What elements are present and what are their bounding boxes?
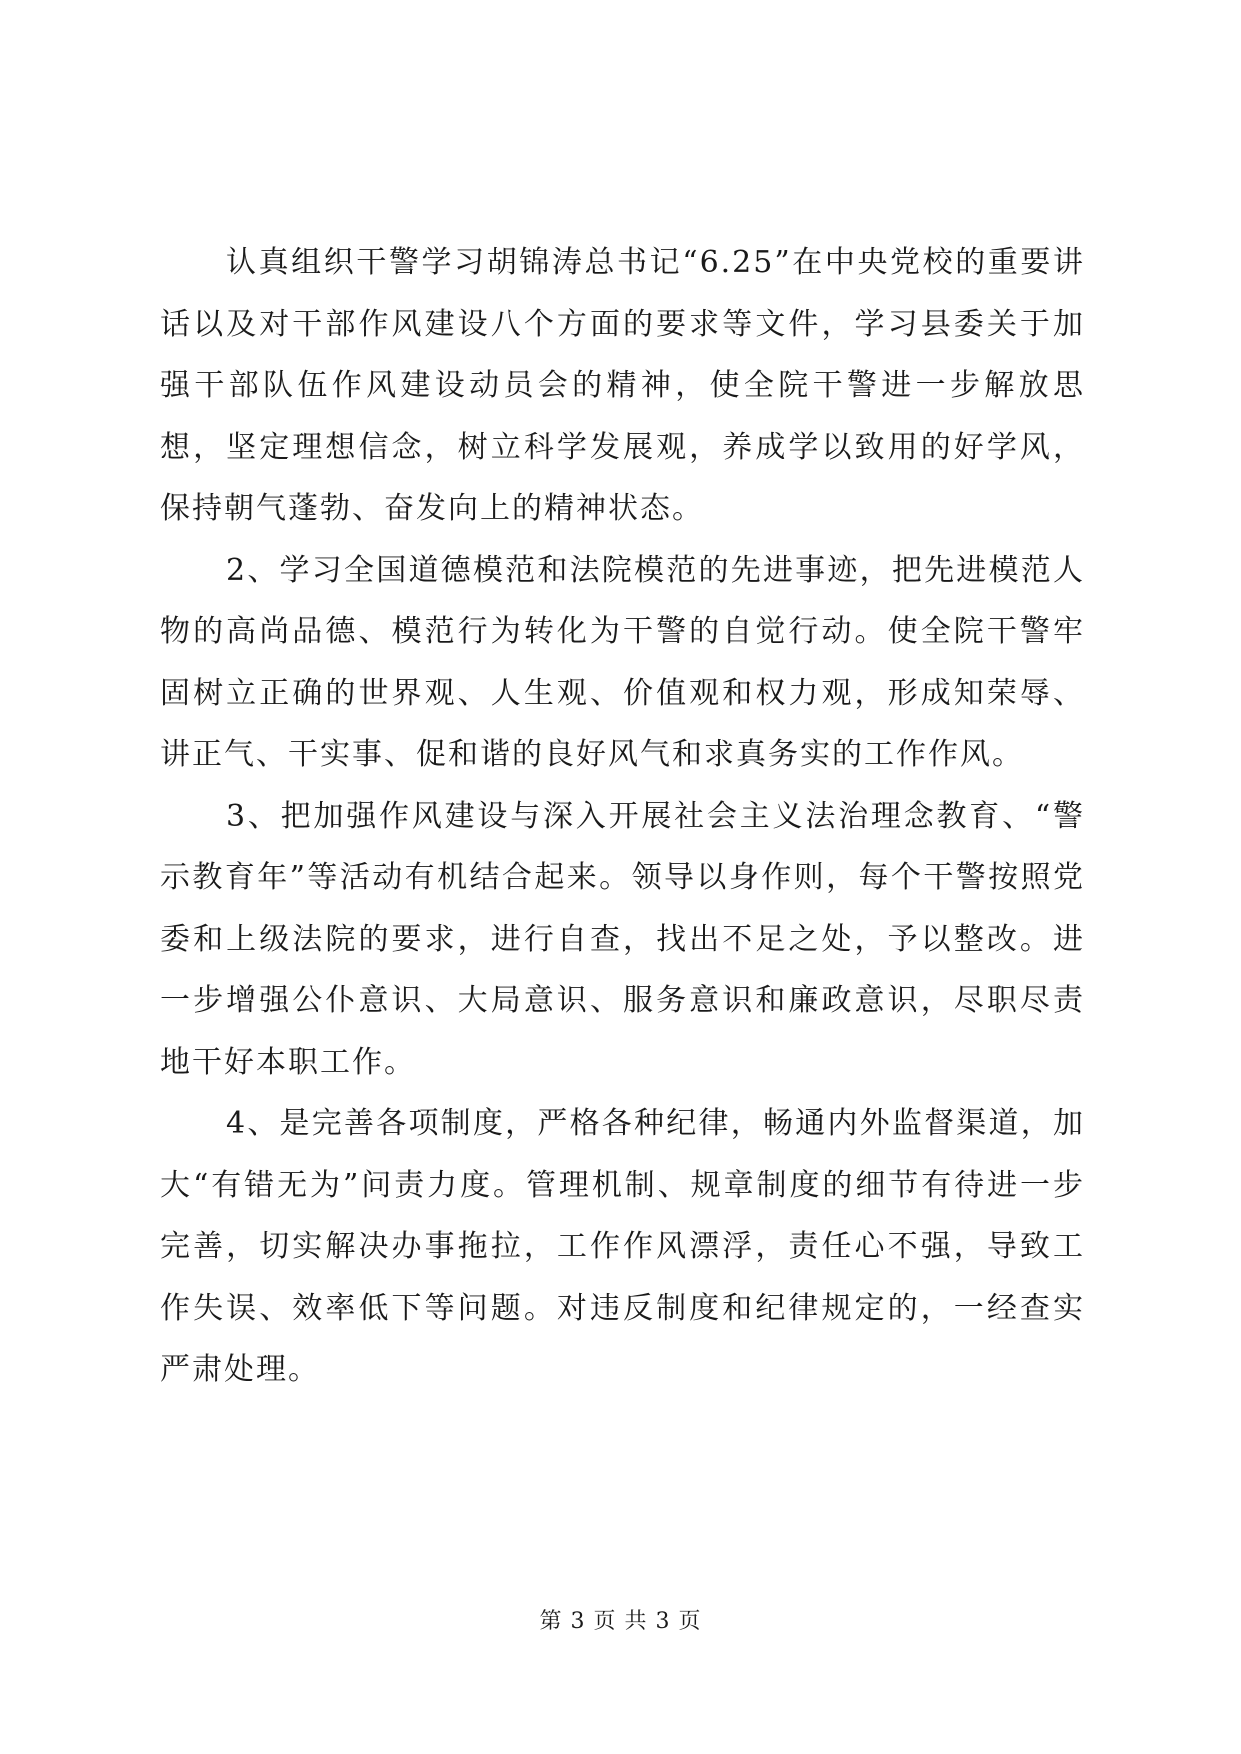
paragraph-style-construction: 3、把加强作风建设与深入开展社会主义法治理念教育、“警示教育年”等活动有机结合起来。领导以身作则，每个干警按照党委和上级法院的要求，进行自查，找出不足之处，予以整改。进一步增强公仆意识、大局意识、服务意识和廉政意识，尽职尽责地干好本职工作。 [160,798,1085,1080]
paragraph-rules-discipline: 4、是完善各项制度，严格各种纪律，畅通内外监督渠道，加大“有错无为”问责力度。管理机制、规章制度的细节有待进一步完善，切实解决办事拖拉，工作作风漂浮，责任心不强，导致工作失误、效率低下等问题。对违反制度和纪律规定的，一经查实严肃处理。 [160,1106,1085,1387]
paragraph-model-learning: 2、学习全国道德模范和法院模范的先进事迹，把先进模范人物的高尚品德、模范行为转化为干警的自觉行动。使全院干警牢固树立正确的世界观、人生观、价值观和权力观，形成知荣辱、讲正气、干实事、促和谐的良好风气和求真务实的工作作风。 [160,552,1085,772]
document-body [160,232,1085,1401]
page-number-footer: 第 3 页 共 3 页 [539,1609,702,1634]
paragraph-study-speech: 认真组织干警学习胡锦涛总书记“6.25”在中央党校的重要讲话以及对干部作风建设八个方面的要求等文件，学习县委关于加强干部队伍作风建设动员会的精神，使全院干警进一步解放思想，坚定理想信念，树立科学发展观，养成学以致用的好学风，保持朝气蓬勃、奋发向上的精神状态。 [160,245,1085,526]
